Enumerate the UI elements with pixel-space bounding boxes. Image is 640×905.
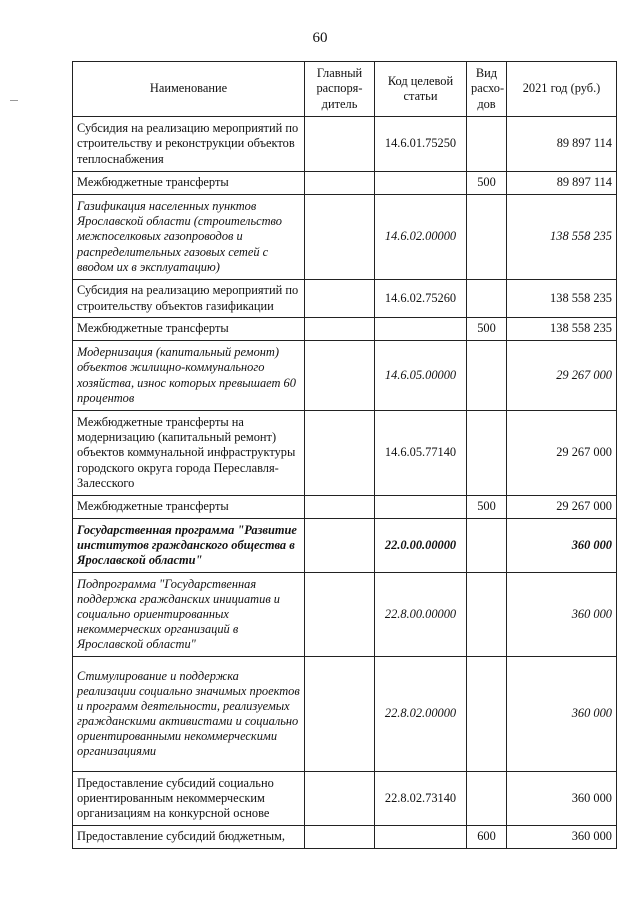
row-amount: 138 558 235 [507,318,617,341]
row-kind [467,117,507,172]
row-name: Межбюджетные трансферты [73,496,305,519]
row-kind: 500 [467,172,507,195]
row-admin [305,772,375,826]
row-admin [305,341,375,411]
row-admin [305,411,375,496]
row-code: 22.8.00.00000 [375,573,467,657]
table-row [73,341,617,411]
row-admin [305,496,375,519]
page-number: 60 [312,30,328,46]
row-amount: 138 558 235 [507,280,617,318]
header-amount: 2021 год (руб.) [507,62,617,117]
row-code: 14.6.02.75260 [375,280,467,318]
header-kind: Вид расхо-дов [467,62,507,117]
row-admin [305,318,375,341]
row-code: 22.8.02.73140 [375,772,467,826]
row-kind [467,341,507,411]
row-code: 22.8.02.00000 [375,657,467,772]
row-code: 14.6.01.75250 [375,117,467,172]
row-code: 14.6.05.77140 [375,411,467,496]
row-amount: 360 000 [507,657,617,772]
header-row [73,62,617,117]
row-kind [467,195,507,280]
row-admin [305,195,375,280]
row-amount: 360 000 [507,772,617,826]
table-row [73,657,617,772]
row-amount: 360 000 [507,519,617,573]
row-code [375,172,467,195]
row-kind: 500 [467,318,507,341]
row-name: Межбюджетные трансферты [73,172,305,195]
header-name: Наименование [73,62,305,117]
header-admin: Главный распоря-дитель [305,62,375,117]
row-amount: 29 267 000 [507,496,617,519]
row-name: Модернизация (капитальный ремонт) объектов жилищно-коммунального хозяйства, износ которых превышает 60 процентов [73,341,305,411]
budget-table [72,61,617,849]
row-name: Предоставление субсидий социально ориентированным некоммерческим организациям на конкурсной основе [73,772,305,826]
row-name: Субсидия на реализацию мероприятий по строительству объектов газификации [73,280,305,318]
row-kind: 600 [467,826,507,849]
row-amount: 89 897 114 [507,172,617,195]
row-name: Подпрограмма "Государственная поддержка гражданских инициатив и социально ориентированных некоммерческих организаций в Ярославской области" [73,573,305,657]
row-kind [467,411,507,496]
row-kind [467,573,507,657]
row-admin [305,172,375,195]
table-row [73,195,617,280]
row-kind [467,280,507,318]
row-amount: 360 000 [507,573,617,657]
row-admin [305,826,375,849]
row-admin [305,519,375,573]
row-name: Стимулирование и поддержка реализации социально значимых проектов и программ деятельности, реализуемых гражданскими активистами и социально ориентированными некоммерческими организациями [73,657,305,772]
header-code: Код целевой статьи [375,62,467,117]
row-kind [467,519,507,573]
row-name: Межбюджетные трансферты на модернизацию (капитальный ремонт) объектов коммунальной инфраструктуры городского округа города Переславля-Залесского [73,411,305,496]
row-admin [305,573,375,657]
row-name: Субсидия на реализацию мероприятий по строительству и реконструкции объектов теплоснабжения [73,117,305,172]
row-code [375,318,467,341]
row-code: 14.6.05.00000 [375,341,467,411]
table-row [73,826,617,849]
row-amount: 29 267 000 [507,411,617,496]
table-row [73,172,617,195]
row-name: Предоставление субсидий бюджетным, [73,826,305,849]
table-row [73,280,617,318]
row-amount: 360 000 [507,826,617,849]
row-kind: 500 [467,496,507,519]
row-name: Газификация населенных пунктов Ярославской области (строительство межпоселковых газопроводов и распределительных газовых сетей с вводом их в эксплуатацию) [73,195,305,280]
row-admin [305,657,375,772]
table-body [73,117,617,849]
row-kind [467,657,507,772]
row-amount: 29 267 000 [507,341,617,411]
row-amount: 89 897 114 [507,117,617,172]
row-name: Государственная программа "Развитие институтов гражданского общества в Ярославской области" [73,519,305,573]
table-row [73,117,617,172]
scan-mark [10,100,18,101]
row-admin [305,280,375,318]
row-amount: 138 558 235 [507,195,617,280]
row-name: Межбюджетные трансферты [73,318,305,341]
row-code [375,826,467,849]
table-row [73,519,617,573]
table-row [73,573,617,657]
row-admin [305,117,375,172]
table-row [73,496,617,519]
table-row [73,411,617,496]
row-code: 14.6.02.00000 [375,195,467,280]
row-code [375,496,467,519]
table-header [73,62,617,117]
table-row [73,318,617,341]
row-kind [467,772,507,826]
table-row [73,772,617,826]
row-code: 22.0.00.00000 [375,519,467,573]
